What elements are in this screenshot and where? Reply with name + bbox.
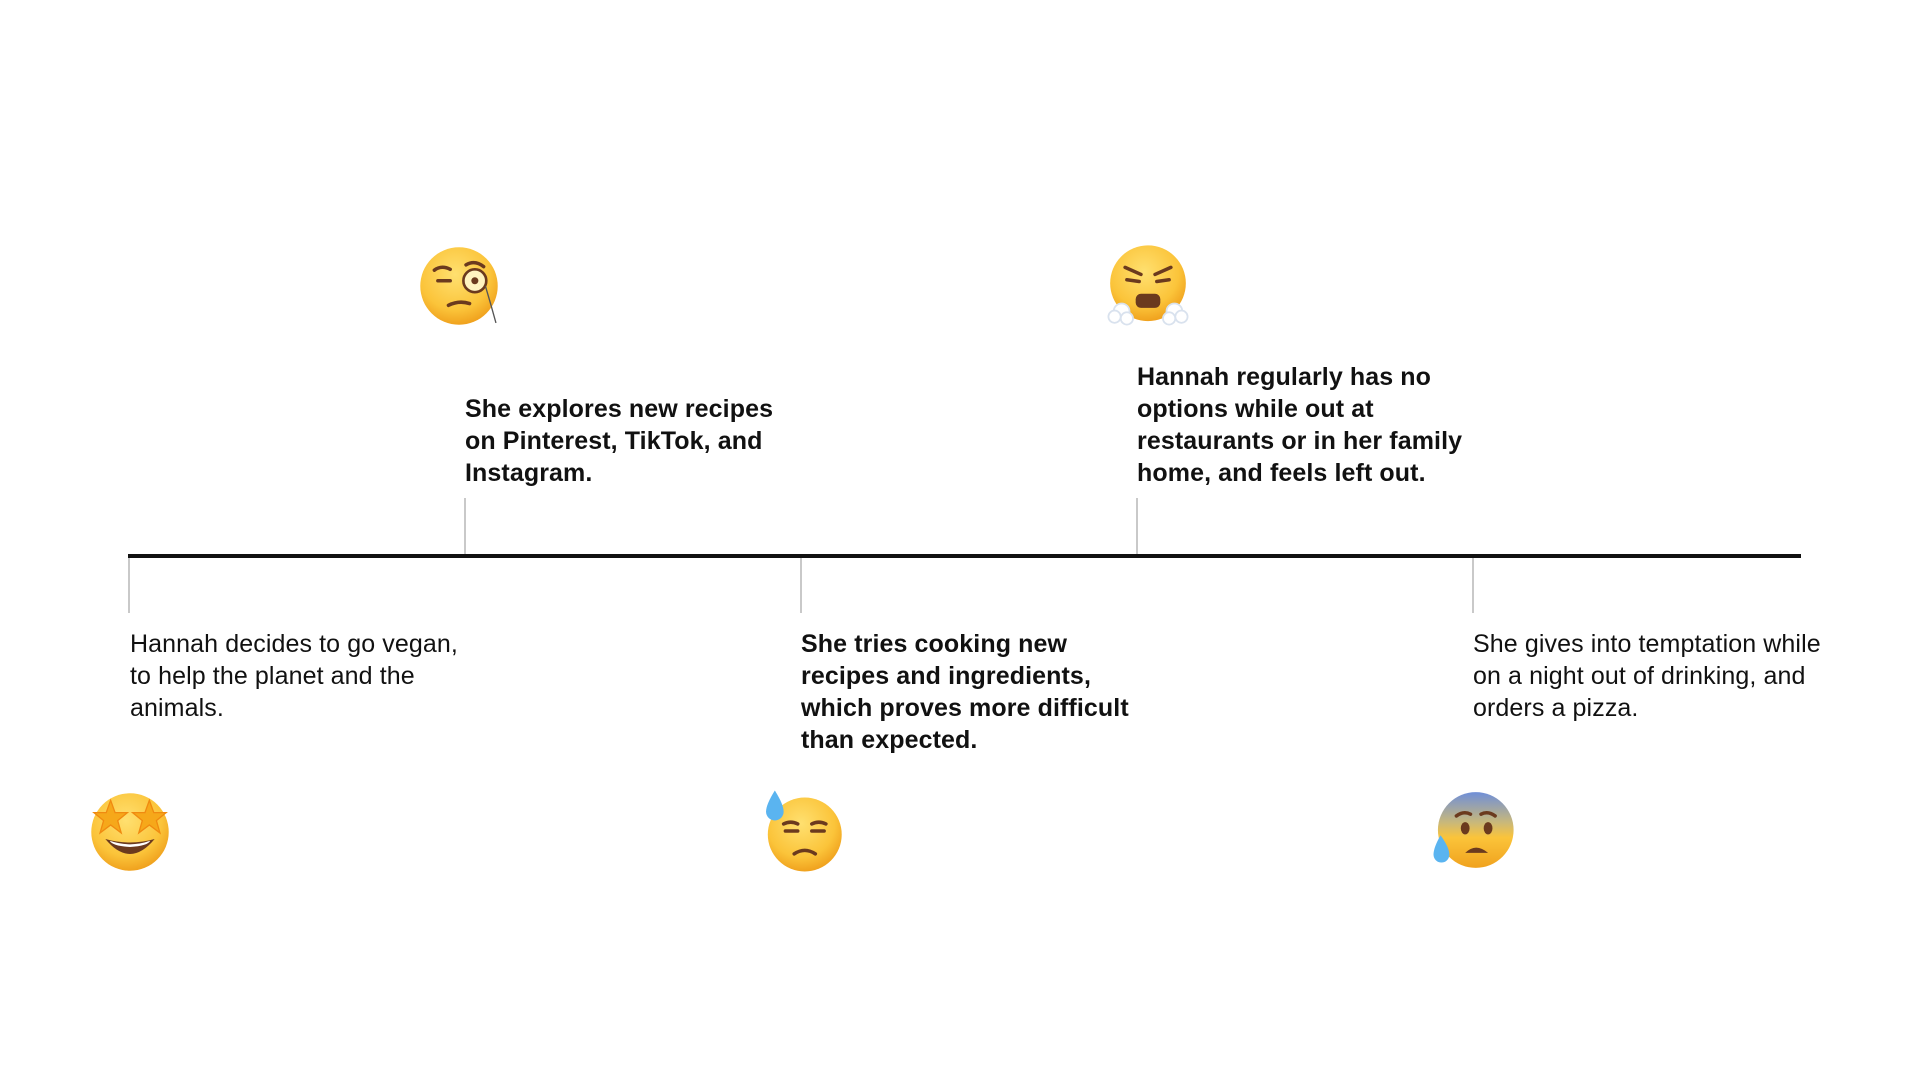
star-struck-face-icon bbox=[86, 788, 174, 876]
timeline-axis bbox=[128, 554, 1801, 558]
event-text-decide-vegan: Hannah decides to go vegan, to help the planet and the animals. bbox=[130, 630, 458, 722]
timeline-tick-left-out bbox=[1136, 498, 1138, 554]
timeline-tick-orders-pizza bbox=[1472, 558, 1474, 613]
face-with-monocle-icon bbox=[415, 242, 503, 330]
event-text-orders-pizza: She gives into temptation while on a night out of drinking, and orders a pizza. bbox=[1473, 630, 1821, 722]
timeline-tick-decide-vegan bbox=[128, 558, 130, 613]
event-text-tries-cooking: She tries cooking new recipes and ingredients, which proves more difficult than expected. bbox=[801, 630, 1129, 754]
anxious-face-with-sweat-icon bbox=[1430, 786, 1518, 874]
timeline-tick-explore-recipes bbox=[464, 498, 466, 554]
event-text-explore-recipes: She explores new recipes on Pinterest, TikTok, and Instagram. bbox=[465, 395, 774, 487]
face-with-steam-from-nose-icon bbox=[1104, 241, 1192, 329]
downcast-face-with-sweat-icon bbox=[759, 787, 847, 875]
timeline-tick-tries-cooking bbox=[800, 558, 802, 613]
event-text-left-out: Hannah regularly has no options while out at restaurants or in her family home, and feels left out. bbox=[1137, 363, 1463, 487]
